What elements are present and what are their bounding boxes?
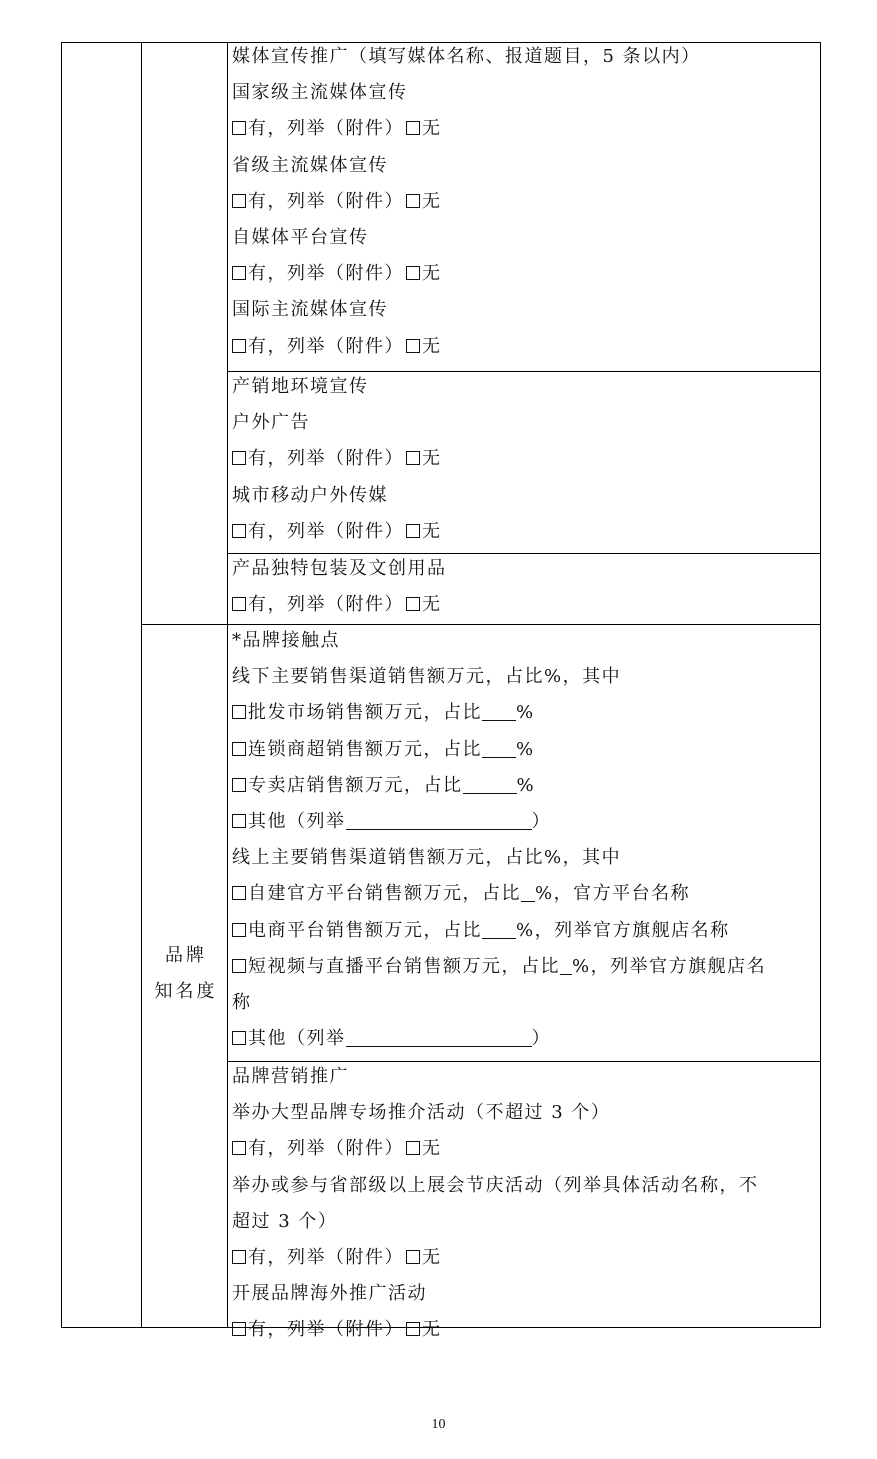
yes-checkbox[interactable] (232, 1141, 246, 1155)
online-item-self (232, 876, 820, 912)
blank-field[interactable] (482, 922, 516, 939)
no-checkbox[interactable] (406, 121, 420, 135)
evaluation-table (61, 42, 821, 1341)
category-label-line1: 品牌 (165, 945, 207, 966)
yes-checkbox[interactable] (232, 524, 246, 538)
checkbox[interactable] (232, 923, 246, 937)
media-item: 国际主流媒体宣传 (232, 299, 388, 321)
yes-label: 有，列举（附件） (248, 520, 404, 542)
checkbox[interactable] (232, 959, 246, 973)
touchpoints-section (230, 623, 820, 1057)
checkbox[interactable] (232, 886, 246, 900)
checkbox-row (232, 256, 820, 292)
checkbox[interactable] (232, 1031, 246, 1045)
checkbox-row (232, 587, 820, 623)
online-item-other (232, 1021, 820, 1057)
blank-field[interactable] (346, 1030, 532, 1047)
marketing-item-2-line1: 举办或参与省部级以上展会节庆活动（列举具体活动名称，不 (232, 1174, 759, 1196)
yes-checkbox[interactable] (232, 339, 246, 353)
content-column (230, 43, 820, 1341)
yes-checkbox[interactable] (232, 194, 246, 208)
yes-checkbox[interactable] (232, 1322, 246, 1336)
checkbox[interactable] (232, 778, 246, 792)
marketing-item-3: 开展品牌海外推广活动 (232, 1283, 427, 1305)
checkbox-row (232, 1240, 820, 1276)
no-checkbox[interactable] (406, 597, 420, 611)
environment-item: 户外广告 (232, 412, 310, 434)
marketing-item-2-line2: 超过 3 个） (232, 1210, 338, 1232)
checkbox[interactable] (232, 814, 246, 828)
no-checkbox[interactable] (406, 1250, 420, 1264)
no-checkbox[interactable] (406, 451, 420, 465)
marketing-section (230, 1059, 820, 1349)
yes-checkbox[interactable] (232, 266, 246, 280)
blank-field[interactable] (560, 958, 572, 975)
blank-field[interactable] (482, 741, 516, 758)
media-title: 媒体宣传推广（填写媒体名称、报道题目，5 条以内） (232, 46, 701, 67)
no-label: 无 (422, 594, 442, 616)
item-label: 短视频与直播平台销售额万元，占比 (248, 955, 560, 977)
checkbox-row (232, 441, 820, 477)
online-heading: 线上主要销售渠道销售额万元，占比%，其中 (232, 847, 622, 869)
column-divider-1 (141, 43, 142, 1327)
item-label: 自建官方平台销售额万元，占比 (248, 883, 521, 905)
yes-checkbox[interactable] (232, 121, 246, 135)
online-item-video (232, 949, 820, 985)
online-item-ecommerce (232, 913, 820, 949)
column-divider-2 (227, 43, 228, 1327)
packaging-section (230, 551, 820, 623)
no-label: 无 (422, 263, 442, 285)
marketing-item-1: 举办大型品牌专场推介活动（不超过 3 个） (232, 1102, 611, 1124)
touchpoints-title: *品牌接触点 (232, 630, 340, 651)
yes-label: 有，列举（附件） (248, 1319, 404, 1341)
yes-label: 有，列举（附件） (248, 190, 404, 212)
offline-heading: 线下主要销售渠道销售额万元，占比%，其中 (232, 666, 622, 688)
no-label: 无 (422, 335, 442, 357)
item-label: 专卖店销售额万元，占比 (248, 774, 463, 796)
marketing-title: 品牌营销推广 (232, 1066, 349, 1087)
no-checkbox[interactable] (406, 1322, 420, 1336)
environment-section (230, 369, 820, 550)
category-label (142, 938, 230, 1010)
item-label-suffix: %，官方平台名称 (535, 883, 691, 905)
checkbox-row (232, 111, 820, 147)
no-label: 无 (422, 1246, 442, 1268)
yes-label: 有，列举（附件） (248, 594, 404, 616)
offline-item-wholesale (232, 695, 820, 731)
no-checkbox[interactable] (406, 524, 420, 538)
media-section (230, 39, 820, 365)
media-item: 国家级主流媒体宣传 (232, 82, 408, 104)
page-number: 10 (431, 1417, 446, 1432)
other-label: 其他（列举 (248, 1028, 346, 1050)
offline-item-supermarket (232, 732, 820, 768)
environment-item: 城市移动户外传媒 (232, 484, 388, 506)
yes-label: 有，列举（附件） (248, 1246, 404, 1268)
blank-field[interactable] (463, 777, 517, 794)
checkbox-row (232, 1131, 820, 1167)
no-label: 无 (422, 1319, 442, 1341)
media-item: 省级主流媒体宣传 (232, 154, 388, 176)
close-paren: ） (531, 810, 551, 832)
yes-label: 有，列举（附件） (248, 335, 404, 357)
blank-field[interactable] (482, 704, 516, 721)
item-label-suffix: %，列举官方旗舰店名 (572, 955, 767, 977)
yes-label: 有，列举（附件） (248, 263, 404, 285)
checkbox-row (232, 329, 820, 365)
checkbox[interactable] (232, 742, 246, 756)
media-item: 自媒体平台宣传 (232, 226, 369, 248)
percent-sign: % (516, 774, 536, 796)
no-label: 无 (422, 520, 442, 542)
item-label-suffix: %，列举官方旗舰店名称 (516, 919, 730, 941)
yes-label: 有，列举（附件） (248, 118, 404, 140)
blank-field[interactable] (521, 885, 535, 902)
environment-title: 产销地环境宣传 (232, 376, 369, 397)
checkbox[interactable] (232, 705, 246, 719)
percent-sign: % (516, 738, 535, 760)
item-label: 连锁商超销售额万元，占比 (248, 738, 482, 760)
offline-item-other (232, 804, 820, 840)
no-checkbox[interactable] (406, 339, 420, 353)
category-label-line2: 知名度 (154, 981, 218, 1002)
yes-label: 有，列举（附件） (248, 448, 404, 470)
yes-checkbox[interactable] (232, 1250, 246, 1264)
other-label: 其他（列举 (248, 810, 346, 832)
yes-checkbox[interactable] (232, 451, 246, 465)
checkbox-row (232, 184, 820, 220)
no-checkbox[interactable] (406, 194, 420, 208)
yes-label: 有，列举（附件） (248, 1138, 404, 1160)
close-paren: ） (531, 1028, 551, 1050)
blank-field[interactable] (346, 813, 532, 830)
no-label: 无 (422, 1138, 442, 1160)
no-checkbox[interactable] (406, 1141, 420, 1155)
item-label: 批发市场销售额万元，占比 (248, 702, 482, 724)
item-label: 电商平台销售额万元，占比 (248, 919, 482, 941)
percent-sign: % (516, 702, 535, 724)
online-item-video-continued: 称 (232, 991, 252, 1013)
checkbox-row (232, 514, 820, 550)
yes-checkbox[interactable] (232, 597, 246, 611)
checkbox-row-clipped (232, 1312, 820, 1348)
no-label: 无 (422, 118, 442, 140)
packaging-title: 产品独特包装及文创用品 (232, 558, 447, 579)
no-label: 无 (422, 448, 442, 470)
no-label: 无 (422, 190, 442, 212)
no-checkbox[interactable] (406, 266, 420, 280)
offline-item-specialty (232, 768, 820, 804)
